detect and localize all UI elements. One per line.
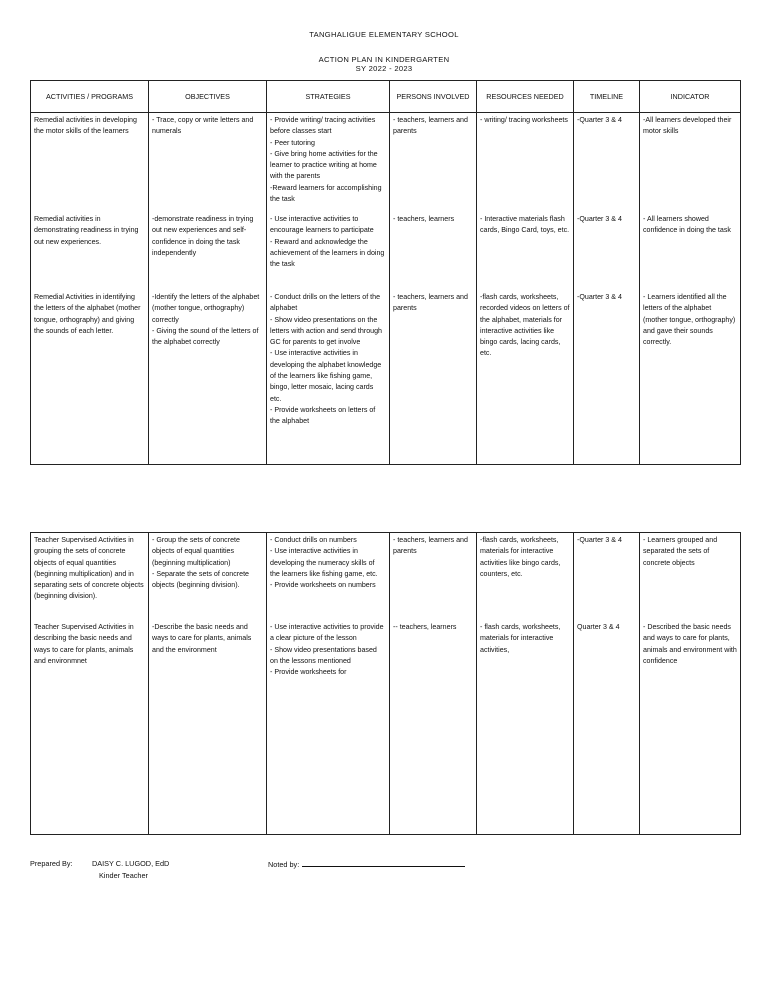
persons-cell: -- teachers, learners [390,620,477,835]
table-row [31,533,741,621]
strategies-cell: - Provide writing/ tracing activities before classes start - Peer tutoring - Give bring home activities for the learner to practice writing at home with the parents -Reward learners for accomplishing the task [267,113,390,213]
resources-cell: - flash cards, worksheets, materials for interactive activities, [477,620,574,835]
persons-cell: - teachers, learners and parents [390,113,477,213]
strategies-cell: - Use interactive activities to provide a clear picture of the lesson - Show video presentations based on the lessons mentioned - Provide worksheets for [267,620,390,835]
indicator-cell: - Described the basic needs and ways to care for plants, animals and environment with confidence [640,620,741,835]
school-year: SY 2022 - 2023 [355,64,413,73]
prepared-by-name: DAISY C. LUGOD, EdD [92,859,170,868]
resources-cell: - writing/ tracing worksheets [477,113,574,213]
timeline-cell: -Quarter 3 & 4 [574,212,640,290]
indicator-cell: -All learners developed their motor skills [640,113,741,213]
prepared-by-label: Prepared By: [30,859,73,868]
timeline-cell: Quarter 3 & 4 [574,620,640,835]
objectives-cell: -demonstrate readiness in trying out new experiences and self-confidence in doing the task independently [149,212,267,290]
document-title: ACTION PLAN IN KINDERGARTEN [318,55,450,64]
timeline-cell: -Quarter 3 & 4 [574,533,640,621]
action-plan-table-1 [30,80,741,465]
persons-cell: - teachers, learners and parents [390,290,477,465]
resources-cell: - Interactive materials flash cards, Bingo Card, toys, etc. [477,212,574,290]
noted-by [268,858,465,872]
indicator-cell: - Learners identified all the letters of the alphabet (mother tongue, orthography) and gave their sounds correctly. [640,290,741,465]
indicator-cell: - All learners showed confidence in doing the task [640,212,741,290]
prepared-by-role: Kinder Teacher [99,871,148,880]
persons-cell: - teachers, learners and parents [390,533,477,621]
activity-cell: Remedial activities in developing the motor skills of the learners [31,113,149,213]
noted-by-label: Noted by: [268,860,300,869]
column-header-persons: PERSONS INVOLVED [390,81,477,113]
school-name: TANGHALIGUE ELEMENTARY SCHOOL [309,30,459,39]
objectives-cell: -Describe the basic needs and ways to care for plants, animals and the environment [149,620,267,835]
objectives-cell: - Group the sets of concrete objects of equal quantities (beginning multiplication) - Separate the sets of concrete objects (beginning division). [149,533,267,621]
column-header-timeline: TIMELINE [574,81,640,113]
column-header-resources: RESOURCES NEEDED [477,81,574,113]
activity-cell: Remedial activities in demonstrating readiness in trying out new experiences. [31,212,149,290]
column-header-strategies: STRATEGIES [267,81,390,113]
signature-line [302,858,465,867]
table-row [31,290,741,465]
indicator-cell: - Learners grouped and separated the sets of concrete objects [640,533,741,621]
persons-cell: - teachers, learners [390,212,477,290]
resources-cell: -flash cards, worksheets, recorded videos on letters of the alphabet, materials for interactive activities like bingo cards, lacing cards, etc. [477,290,574,465]
strategies-cell: - Conduct drills on numbers - Use interactive activities in developing the numeracy skills of the learners like fishing game, etc. - Provide worksheets on numbers [267,533,390,621]
strategies-cell: - Conduct drills on the letters of the alphabet - Show video presentations on the letters with action and send through GC for parents to get involve - Use interactive activities in developing the alphabet knowledge of the learners like fishing game, bingo, letter mosaic, lacing cards etc. - Provide worksheets on letters of the alphabet [267,290,390,465]
table-header-row [31,81,741,113]
activity-cell: Remedial Activities in identifying the letters of the alphabet (mother tongue, orthography) and giving the sounds of each letter. [31,290,149,465]
column-header-indicator: INDICATOR [640,81,741,113]
objectives-cell: -Identify the letters of the alphabet (mother tongue, orthography) correctly - Giving the sound of the letters of the alphabet correctly [149,290,267,465]
column-header-objectives: OBJECTIVES [149,81,267,113]
action-plan-table-2 [30,532,741,835]
table-row [31,113,741,213]
table-row [31,620,741,835]
strategies-cell: - Use interactive activities to encourage learners to participate - Reward and acknowledge the achievement of the learners in doing the task [267,212,390,290]
table-row [31,212,741,290]
objectives-cell: - Trace, copy or write letters and numerals [149,113,267,213]
resources-cell: -flash cards, worksheets, materials for interactive activities like bingo cards, counters, etc. [477,533,574,621]
activity-cell: Teacher Supervised Activities in describing the basic needs and ways to care for plants, animals and environmnet [31,620,149,835]
column-header-activities: ACTIVITIES / PROGRAMS [31,81,149,113]
timeline-cell: -Quarter 3 & 4 [574,290,640,465]
timeline-cell: -Quarter 3 & 4 [574,113,640,213]
activity-cell: Teacher Supervised Activities in grouping the sets of concrete objects of equal quantities (beginning multiplication) and in separating sets of concrete objects (beginning division). [31,533,149,621]
